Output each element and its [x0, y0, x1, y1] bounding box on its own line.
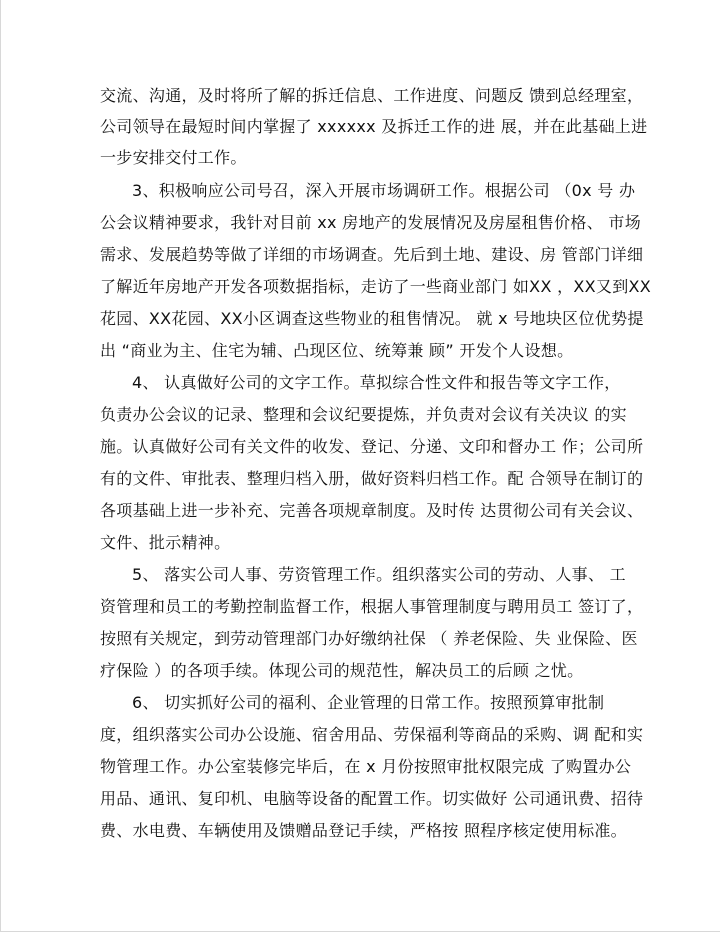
text-line: 交流、沟通，及时将所了解的拆迁信息、工作进度、问题反 馈到总经理室， [100, 86, 644, 105]
paragraph-3-first-line: 3、积极响应公司号召，深入开展市场调研工作。根据公司 （0x 号 办 [132, 181, 636, 200]
text-line: 出 “商业为主、住宅为辅、凸现区位、统筹兼 顾” 开发个人设想。 [100, 341, 574, 360]
text-line: 负责办公会议的记录、整理和会议纪要提炼，并负责对会议有关决议 的实 [100, 405, 627, 424]
text-line: 一步安排交付工作。 [100, 148, 247, 167]
text-line: 了解近年房地产开发各项数据指标，走访了一些商业部门 如XX ，XX又到XX [100, 277, 652, 296]
text-line: 花园、XX花园、XX小区调查这些物业的租售情况。 就 x 号地块区位优势提 [100, 309, 644, 328]
text-line: 有的文件、审批表、整理归档入册，做好资料归档工作。配 合领导在制订的 [100, 469, 644, 488]
text-line: 度，组织落实公司办公设施、宿舍用品、劳保福利等商品的采购、调 配和实 [100, 725, 644, 744]
paragraph-4-first-line: 4、 认真做好公司的文字工作。草拟综合性文件和报告等文字工作， [132, 373, 621, 392]
text-line: 需求、发展趋势等做了详细的市场调查。先后到土地、建设、房 管部门详细 [100, 245, 644, 264]
text-line: 物管理工作。办公室装修完毕后，在 x 月份按照审批权限完成 了购置办公 [100, 757, 632, 776]
text-line: 施。认真做好公司有关文件的收发、登记、分递、文印和督办工 作；公司所 [100, 437, 644, 456]
text-line: 费、水电费、车辆使用及馈赠品登记手续，严格按 照程序核定使用标准。 [100, 821, 627, 840]
text-line: 各项基础上进一步补充、完善各项规章制度。及时传 达贯彻公司有关会议、 [100, 501, 644, 520]
text-line: 用品、通讯、复印机、电脑等设备的配置工作。切实做好 公司通讯费、招待 [100, 789, 644, 808]
text-line: 文件、批示精神。 [100, 533, 231, 552]
text-line: 疗保险 ）的各项手续。体现公司的规范性，解决员工的后顾 之忧。 [100, 661, 584, 680]
paragraph-5-first-line: 5、 落实公司人事、劳资管理工作。组织落实公司的劳动、人事、 工 [132, 565, 626, 584]
text-line: 公司领导在最短时间内掌握了 xxxxxx 及拆迁工作的进 展，并在此基础上进 [100, 117, 648, 136]
text-line: 资管理和员工的考勤控制监督工作，根据人事管理制度与聘用员工 签订了， [100, 597, 644, 616]
paragraph-6-first-line: 6、 切实抓好公司的福利、企业管理的日常工作。按照预算审批制 [132, 693, 605, 712]
text-line: 公会议精神要求，我针对目前 xx 房地产的发展情况及房屋租售价格、 市场 [100, 213, 641, 232]
text-line: 按照有关规定，到劳动管理部门办好缴纳社保 （ 养老保险、失 业保险、医 [100, 629, 638, 648]
